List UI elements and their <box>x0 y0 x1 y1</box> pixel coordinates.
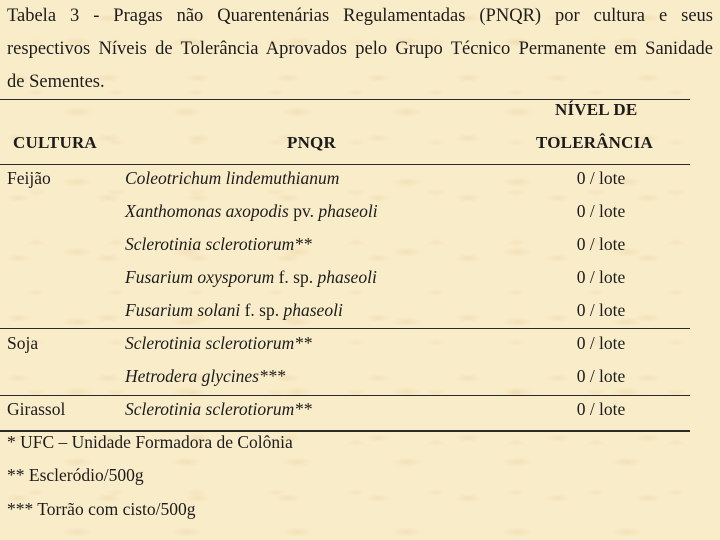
tolerance-cell: 0 / lote <box>576 333 626 353</box>
header-pnqr: PNQR <box>287 133 336 152</box>
culture-cell: Feijão <box>7 168 51 188</box>
tolerance-cell: 0 / lote <box>576 399 626 419</box>
caption-line-2: respectivos Níveis de Tolerância Aprovados pelo Grupo Técnico Permanente em Sanidade <box>7 39 713 59</box>
caption-line-1: Tabela 3 - Pragas não Quarentenárias Regulamentadas (PNQR) por cultura e seus <box>7 6 713 26</box>
tolerance-cell: 0 / lote <box>576 234 626 254</box>
header-culture: CULTURA <box>13 133 97 152</box>
header-tolerance-line-1: NÍVEL DE <box>555 100 638 119</box>
soja-group-rule <box>0 395 690 396</box>
tolerance-cell: 0 / lote <box>576 267 626 287</box>
feijao-group-rule <box>0 328 690 329</box>
pest-cell: Xanthomonas axopodis pv. phaseoli <box>125 201 378 221</box>
header-bottom-rule <box>0 164 690 165</box>
caption-line-3: de Sementes. <box>7 72 105 92</box>
header-tolerance-line-2: TOLERÂNCIA <box>536 133 653 152</box>
pest-cell: Fusarium solani f. sp. phaseoli <box>125 300 343 320</box>
tolerance-cell: 0 / lote <box>576 366 626 386</box>
tolerance-cell: 0 / lote <box>576 300 626 320</box>
tolerance-cell: 0 / lote <box>576 168 626 188</box>
pest-cell: Coleotrichum lindemuthianum <box>125 168 340 188</box>
footnote-ufc: * UFC – Unidade Formadora de Colônia <box>7 432 293 452</box>
pest-cell: Sclerotinia sclerotiorum** <box>125 333 312 353</box>
tolerance-cell: 0 / lote <box>576 201 626 221</box>
footnote-torrao: *** Torrão com cisto/500g <box>7 499 196 519</box>
footnote-escleródio: ** Escleródio/500g <box>7 465 144 485</box>
culture-cell: Girassol <box>7 399 66 419</box>
pest-cell: Sclerotinia sclerotiorum** <box>125 234 312 254</box>
pest-cell: Sclerotinia sclerotiorum** <box>125 399 312 419</box>
table-caption <box>7 0 713 99</box>
culture-cell: Soja <box>7 333 39 353</box>
pest-cell: Fusarium oxysporum f. sp. phaseoli <box>125 267 377 287</box>
pest-cell: Hetrodera glycines*** <box>125 366 286 386</box>
